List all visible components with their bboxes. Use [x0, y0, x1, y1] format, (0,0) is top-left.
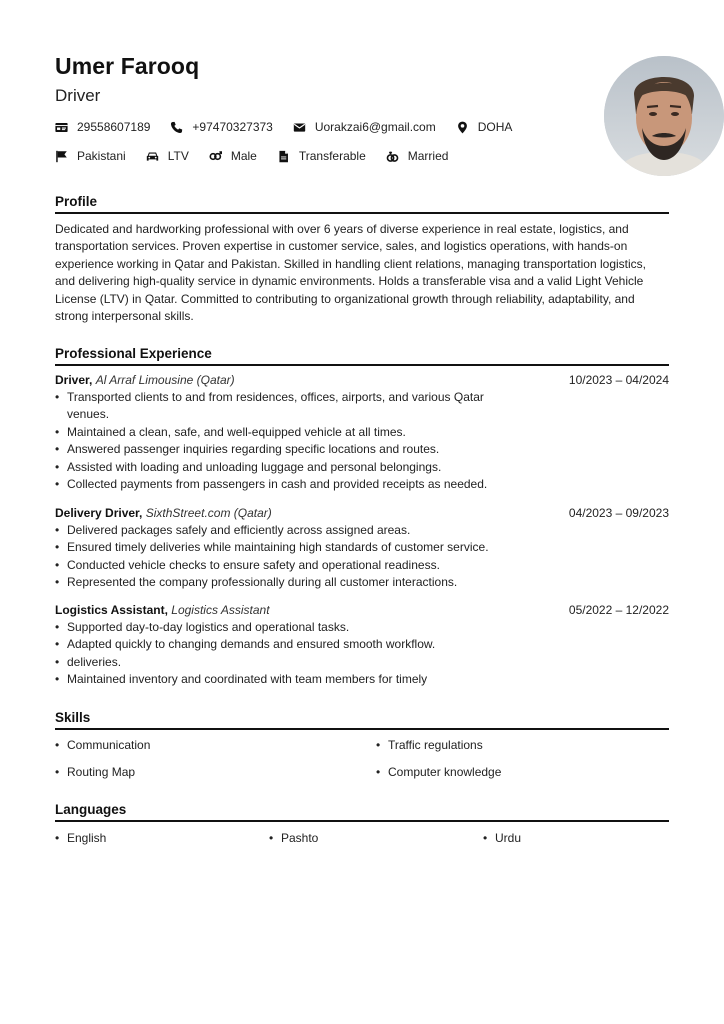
job-header	[55, 505, 669, 522]
language-item: • English	[55, 830, 269, 847]
job-title-line	[55, 505, 272, 522]
gender-text: Male	[230, 149, 257, 163]
job-entry	[55, 602, 669, 689]
contact-visa	[277, 149, 366, 163]
job-entry	[55, 505, 669, 592]
flag-icon	[55, 150, 68, 163]
skill-item: • Computer knowledge	[376, 764, 669, 781]
contact-email	[293, 120, 436, 134]
job-bullet: • Supported day-to-day logistics and operational tasks.	[55, 619, 669, 636]
car-icon	[146, 150, 159, 163]
job-title-line	[55, 602, 270, 619]
license-text: LTV	[167, 149, 189, 163]
job-role: Driver,	[55, 373, 93, 387]
contact-id	[55, 120, 150, 134]
location-text: DOHA	[477, 120, 513, 134]
job-entry	[55, 372, 669, 493]
job-role: Logistics Assistant,	[55, 603, 168, 617]
job-company: SixthStreet.com (Qatar)	[145, 506, 272, 520]
job-title-line	[55, 372, 235, 389]
id-number: 29558607189	[77, 120, 151, 134]
language-item: • Urdu	[483, 830, 669, 847]
job-bullet: • Collected payments from passengers in cash and provided receipts as needed.	[55, 476, 515, 493]
candidate-title: Driver	[55, 86, 101, 105]
job-bullets	[55, 619, 669, 689]
job-company: Logistics Assistant	[171, 603, 270, 617]
job-bullet: • Transported clients to and from residences, offices, airports, and various Qatar venues.	[55, 389, 515, 424]
id-card-icon	[55, 121, 68, 134]
job-bullet: • Maintained inventory and coordinated with team members for timely	[55, 671, 669, 688]
contact-row-1	[55, 120, 532, 134]
language-item: • Pashto	[269, 830, 483, 847]
skills-list	[55, 737, 669, 781]
job-bullet: • Conducted vehicle checks to ensure safety and operational readiness.	[55, 557, 669, 574]
skill-item: • Routing Map	[55, 764, 376, 781]
job-header	[55, 602, 669, 619]
profile-section-heading: Profile	[55, 194, 669, 214]
skills-section-heading: Skills	[55, 710, 669, 730]
nationality-text: Pakistani	[77, 149, 126, 163]
email-address[interactable]: Uorakzai6@gmail.com	[314, 120, 436, 134]
contact-nationality	[55, 149, 126, 163]
job-bullet: • Assisted with loading and unloading luggage and personal belongings.	[55, 459, 515, 476]
profile-summary: Dedicated and hardworking professional with over 6 years of diverse experience in real estate, logistics, and transportation services. Proven expertise in customer service, sales, and logistics operations, with hands-on experience working in Qatar and Pakistan. Skilled in handling client relations, managing transportation logistics, and delivering high-quality service in dynamic environments. Holds a transferable visa and a valid Light Vehicle License (LTV) in Qatar. Committed to contributing to organizational growth through reliability, adaptability, and strong interpersonal skills.	[55, 222, 646, 324]
job-company: Al Arraf Limousine (Qatar)	[95, 373, 235, 387]
contact-license	[146, 149, 189, 163]
languages-list	[55, 830, 669, 847]
contact-row-2	[55, 149, 468, 163]
contact-phone	[170, 120, 272, 134]
job-dates: 05/2022 – 12/2022	[568, 603, 669, 617]
job-bullet: • Answered passenger inquiries regarding specific locations and routes.	[55, 441, 515, 458]
skill-item: • Traffic regulations	[376, 737, 669, 754]
contact-marital	[386, 149, 449, 163]
phone-number[interactable]: +97470327373	[192, 120, 273, 134]
job-header	[55, 372, 669, 389]
job-bullet: • Delivered packages safely and efficiently across assigned areas.	[55, 522, 669, 539]
job-bullet: • Maintained a clean, safe, and well-equipped vehicle at all times.	[55, 424, 515, 441]
job-bullets	[55, 389, 515, 493]
job-bullet: • Adapted quickly to changing demands and ensured smooth workflow.	[55, 636, 669, 653]
gender-icon	[209, 150, 222, 163]
visa-text: Transferable	[298, 149, 366, 163]
contact-gender	[209, 149, 257, 163]
document-icon	[277, 150, 290, 163]
location-pin-icon	[456, 121, 469, 134]
job-bullet: • deliveries.	[55, 654, 669, 671]
job-bullet: • Represented the company professionally during all customer interactions.	[55, 574, 669, 591]
phone-icon	[170, 121, 183, 134]
contact-location	[456, 120, 513, 134]
job-dates: 10/2023 – 04/2024	[568, 373, 669, 387]
job-dates: 04/2023 – 09/2023	[568, 506, 669, 520]
candidate-name: Umer Farooq	[55, 53, 200, 79]
profile-photo	[604, 56, 724, 176]
skill-item: • Communication	[55, 737, 376, 754]
rings-icon	[386, 150, 399, 163]
job-role: Delivery Driver,	[55, 506, 143, 520]
job-bullets	[55, 522, 669, 592]
languages-section-heading: Languages	[55, 802, 669, 822]
marital-text: Married	[407, 149, 449, 163]
experience-section-heading: Professional Experience	[55, 346, 669, 366]
email-icon	[293, 121, 306, 134]
job-bullet: • Ensured timely deliveries while maintaining high standards of customer service.	[55, 539, 669, 556]
